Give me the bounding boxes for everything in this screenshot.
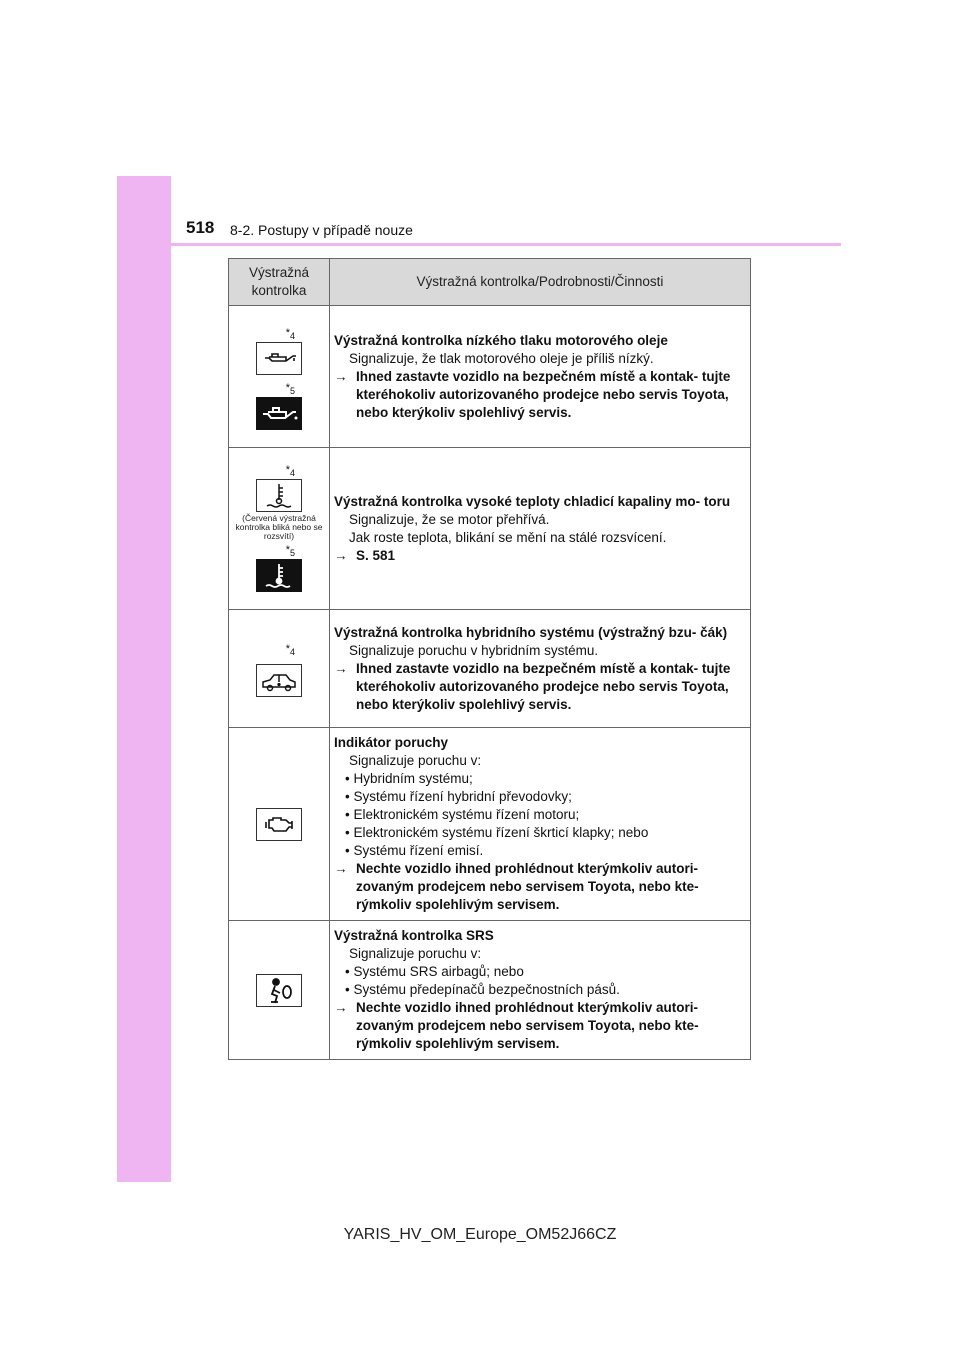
- footer-document-id: YARIS_HV_OM_Europe_OM52J66CZ: [343, 1226, 617, 1243]
- list-item: • Systému SRS airbagů; nebo: [345, 964, 524, 979]
- oil-pressure-icon: [256, 397, 302, 430]
- page-number: 518: [186, 218, 215, 237]
- arrow-icon: →: [334, 547, 348, 563]
- description-cell: [330, 306, 751, 448]
- list-item: • Hybridním systému;: [345, 771, 473, 786]
- warning-detail: Signalizuje poruchu v hybridním systému.: [349, 642, 599, 658]
- icon-cell: [229, 306, 330, 448]
- footnote-mark: $*_4$: [285, 464, 295, 479]
- icon-cell: [229, 610, 330, 728]
- hybrid-system-warning-icon: [256, 664, 302, 697]
- table-row: [229, 448, 751, 610]
- description-cell: [330, 921, 751, 1060]
- arrow-icon: →: [334, 861, 348, 876]
- warning-title: Výstražná kontrolka nízkého tlaku motorového oleje: [334, 332, 668, 348]
- footnote-mark: $*_5$: [285, 381, 295, 396]
- table-row: [229, 921, 751, 1060]
- warning-table: [228, 258, 751, 1060]
- arrow-icon: →: [334, 368, 348, 384]
- col-header-indicator: Výstražná kontrolka: [229, 259, 330, 306]
- oil-pressure-icon: [256, 342, 302, 375]
- description-cell: [330, 448, 751, 610]
- warning-action: → Ihned zastavte vozidlo na bezpečném místě a kontak- tujte kteréhokoliv autorizovaného prodejce nebo servis Toyota, nebo kterýkoliv spolehlivý servis.: [334, 660, 731, 712]
- section-title: 8-2. Postupy v případě nouze: [230, 222, 413, 238]
- srs-airbag-icon: [256, 974, 302, 1007]
- warning-title: Indikátor poruchy: [334, 735, 449, 750]
- warning-action: → Nechte vozidlo ihned prohlédnout kterýmkoliv autori- zovaným prodejcem nebo servisem Toyota, nebo kte- rýmkoliv spolehlivým servisem.: [334, 861, 699, 912]
- footnote-mark: $*_4$: [285, 643, 295, 658]
- warning-title: Výstražná kontrolka SRS: [334, 928, 494, 943]
- icon-cell: [229, 728, 330, 921]
- col-header-details: Výstražná kontrolka/Podrobnosti/Činnosti: [330, 259, 751, 306]
- warning-detail: Signalizuje, že tlak motorového oleje je příliš nízký.: [349, 350, 654, 366]
- coolant-temperature-icon: [256, 479, 302, 512]
- warning-title: Výstražná kontrolka hybridního systému (výstražný bzu- čák): [334, 624, 728, 640]
- warning-action: → Ihned zastavte vozidlo na bezpečném místě a kontak- tujte kteréhokoliv autorizovaného prodejce nebo servis Toyota, nebo kterýkoliv spolehlivý servis.: [334, 368, 731, 420]
- icon-cell: [229, 448, 330, 610]
- table-row: [229, 306, 751, 448]
- warning-detail: Signalizuje poruchu v:: [349, 946, 482, 961]
- footnote-mark: $*_4$: [285, 326, 295, 341]
- warning-detail: Signalizuje poruchu v:: [349, 753, 482, 768]
- list-item: • Systému řízení hybridní převodovky;: [345, 789, 572, 804]
- warning-title: Výstražná kontrolka vysoké teploty chladicí kapaliny mo- toru: [334, 493, 731, 509]
- table-row: [229, 610, 751, 728]
- check-engine-icon: [256, 808, 302, 841]
- description-cell: [330, 610, 751, 728]
- warning-detail: Signalizuje, že se motor přehřívá.: [349, 511, 550, 527]
- list-item: • Systému řízení emisí.: [345, 843, 484, 858]
- warning-action: → S. 581: [334, 547, 396, 563]
- list-item: • Systému předepínačů bezpečnostních pásů.: [345, 982, 620, 997]
- warning-action: → Nechte vozidlo ihned prohlédnout kterýmkoliv autori- zovaným prodejcem nebo servisem Toyota, nebo kte- rýmkoliv spolehlivým servisem.: [334, 1000, 699, 1051]
- coolant-temperature-icon: [256, 559, 302, 592]
- arrow-icon: →: [334, 660, 348, 676]
- table-header-row: [229, 259, 751, 306]
- icon-cell: [229, 921, 330, 1060]
- list-item: • Elektronickém systému řízení motoru;: [345, 807, 580, 822]
- table-row: [229, 728, 751, 921]
- list-item: • Elektronickém systému řízení škrticí klapky; nebo: [345, 825, 649, 840]
- warning-detail: Jak roste teplota, blikání se mění na stálé rozsvícení.: [349, 529, 667, 545]
- icon-note: (Červená výstražná kontrolka bliká nebo se rozsvítí): [235, 513, 323, 541]
- header-rule: [171, 243, 841, 246]
- arrow-icon: →: [334, 1000, 348, 1015]
- description-cell: [330, 728, 751, 921]
- side-tab: [117, 176, 171, 1182]
- footnote-mark: $*_5$: [285, 544, 295, 559]
